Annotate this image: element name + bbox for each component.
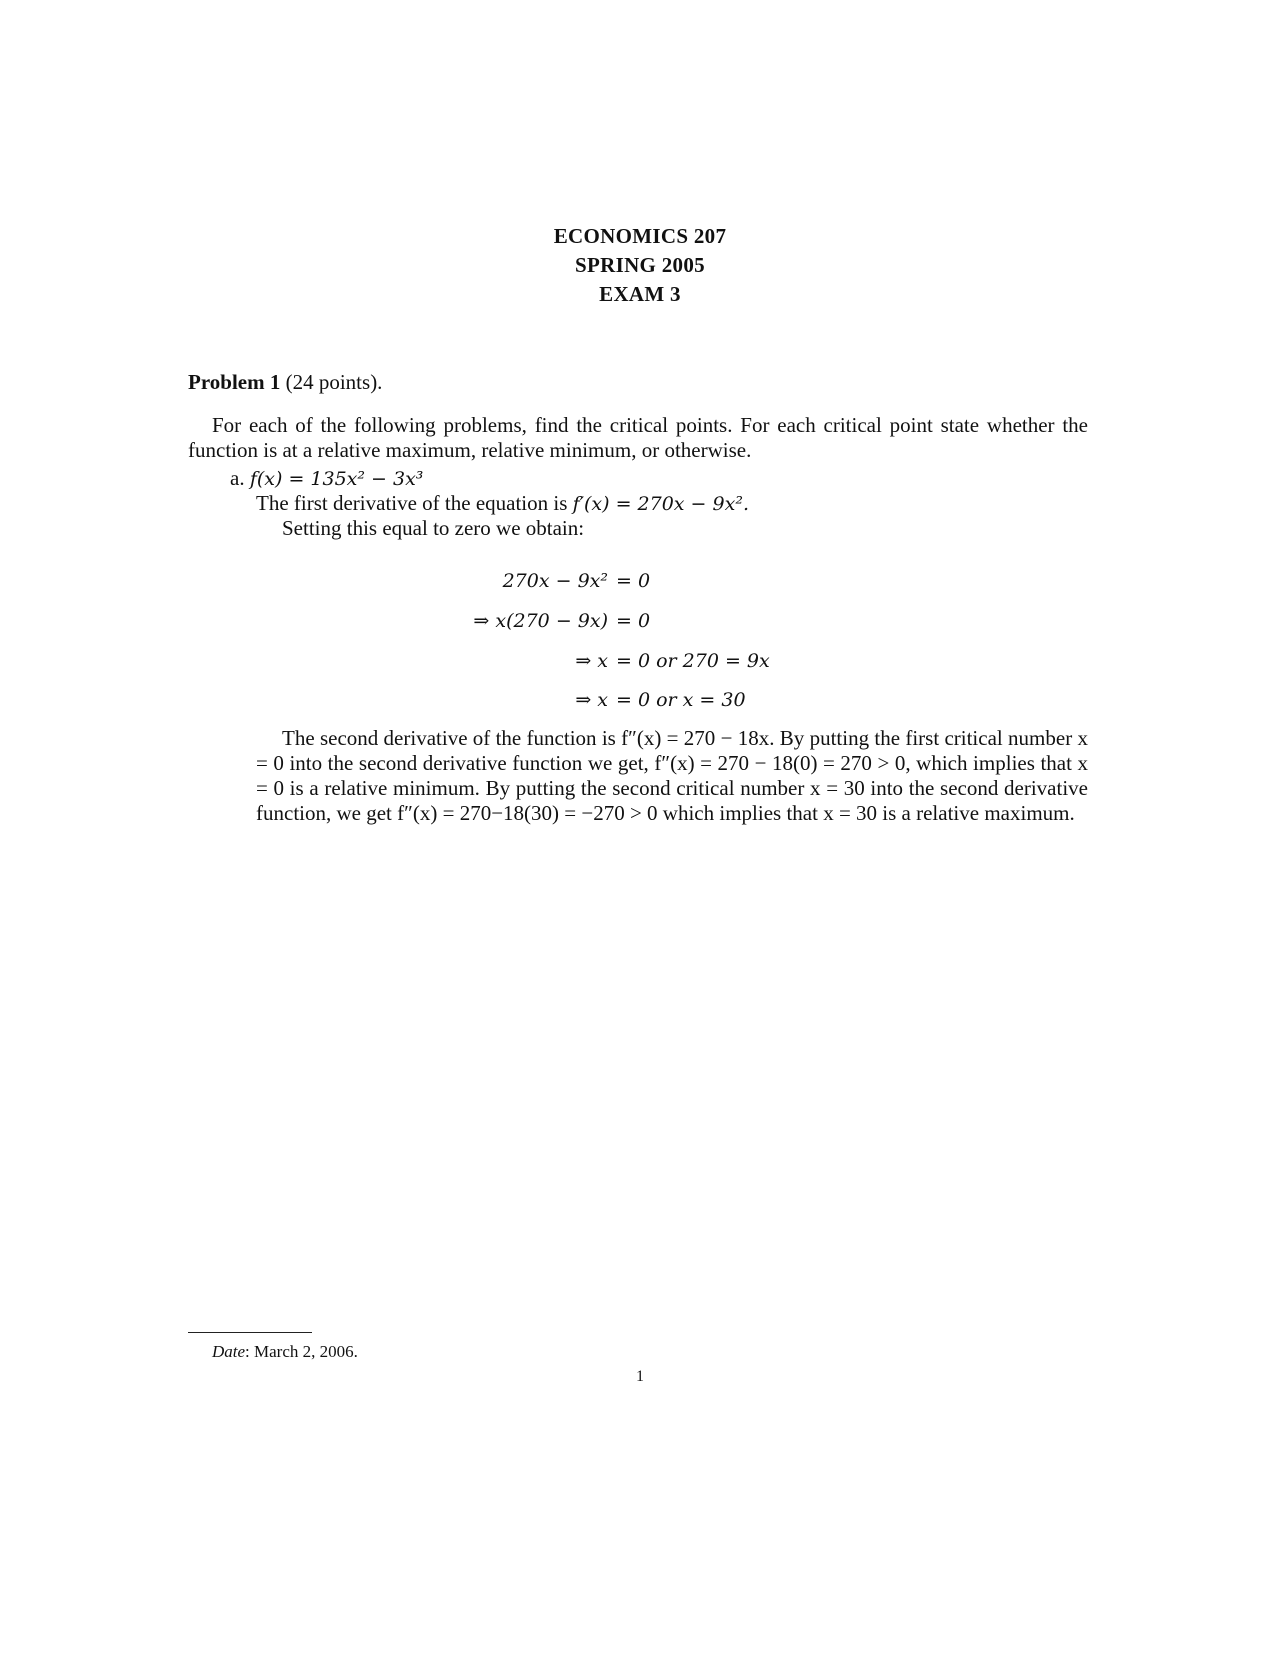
setting-equal-line: Setting this equal to zero we obtain: (282, 516, 585, 540)
equation-right: = 0 or x = 30 (616, 689, 746, 711)
equation-left: 270x − 9x² (502, 570, 608, 592)
problem-label: Problem 1 (188, 370, 281, 394)
equation-right: = 0 (616, 570, 651, 592)
first-derivative-math: f′(x) = 270x − 9x². (572, 493, 749, 515)
footnote-date (212, 1342, 358, 1362)
part-a-function (230, 466, 423, 491)
footnote-text: : March 2, 2006. (245, 1342, 358, 1361)
part-a-label: a. (230, 466, 245, 490)
equation-left: ⇒ x(270 − 9x) (473, 610, 608, 632)
first-derivative-line (256, 491, 749, 516)
equation-left: ⇒ x (575, 650, 608, 672)
problem-heading (188, 370, 382, 395)
footnote-divider (188, 1332, 312, 1333)
second-derivative-paragraph: The second derivative of the function is f″(x) = 270 − 18x. By putting the first critical number x = 0 into the second derivative function we get, f″(x) = 270 − 18(0) = 270 > 0, which implies that x = 0 is a relative minimum. By putting the second critical number x = 30 into the second derivative function, we get f″(x) = 270−18(30) = −270 > 0 which implies that x = 30 is a relative maximum. (256, 726, 1088, 825)
footnote-label: Date (212, 1342, 246, 1361)
title-course: ECONOMICS 207 (553, 224, 727, 248)
problem-instructions: For each of the following problems, find the critical points. For each critical point state whether the function is at a relative maximum, relative minimum, or otherwise. (188, 413, 1088, 462)
equation-left: ⇒ x (575, 689, 608, 711)
document-title (0, 222, 1280, 309)
first-derivative-text: The first derivative of the equation is (256, 491, 568, 515)
page-number: 1 (636, 1368, 644, 1385)
part-a-function-math: f(x) = 135x² − 3x³ (249, 468, 424, 490)
equation-right: = 0 or 270 = 9x (616, 650, 770, 672)
title-term: SPRING 2005 (575, 253, 705, 277)
problem-points: (24 points). (285, 370, 383, 394)
equation-right: = 0 (616, 610, 651, 632)
title-exam: EXAM 3 (599, 282, 681, 306)
